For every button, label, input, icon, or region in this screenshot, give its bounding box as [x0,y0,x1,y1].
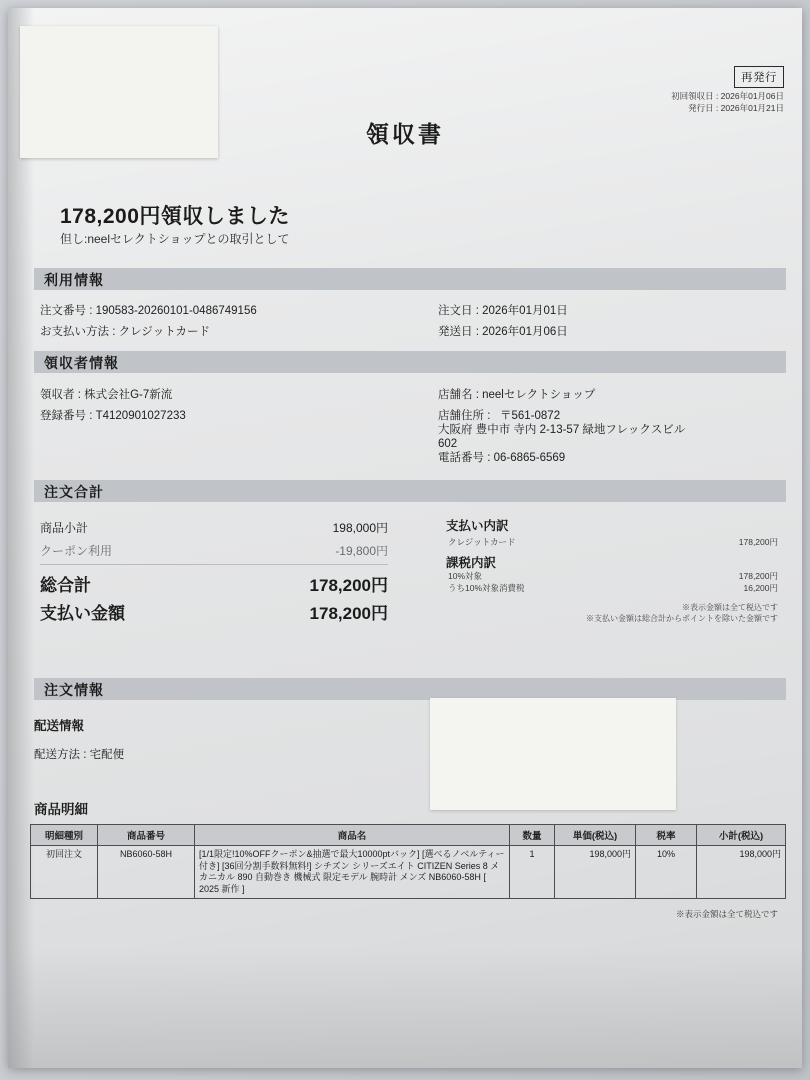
items-table-note: ※表示金額は全て税込です [675,909,778,919]
items-col-code: 商品番号 [98,825,195,846]
tax-breakdown-title: 課税内訳 [446,556,497,570]
coupon-value: -19,800円 [335,544,388,558]
total-divider [40,564,388,565]
item-unit-price: 198,000円 [555,846,636,899]
shop-address-label: 店舗住所 : [438,410,491,422]
shop-address-line-2: 大阪府 豊中市 寺内 2-13-57 緑地フレックスビル [438,424,686,436]
payment-method: お支払い方法 : クレジットカード [40,326,210,338]
page-title: 領収書 [366,121,444,147]
items-col-name: 商品名 [195,825,510,846]
items-section-title: 商品明細 [34,802,88,817]
section-title-order-info: 注文情報 [44,682,104,698]
grand-total-value: 178,200円 [309,576,388,595]
payment-breakdown-label-0: クレジットカード [448,537,516,547]
first-issue-date: 初回領収日 : 2026年01月06日 [671,91,784,101]
shop-address-line-1: 〒561-0872 [500,410,561,422]
items-col-qty: 数量 [510,825,555,846]
tax-breakdown-value-1: 16,200円 [743,583,778,593]
registration-number: 登録番号 : T4120901027233 [40,410,186,422]
item-name: [1/1限定!10%OFFクーポン&抽選で最大10000ptバック] [選べるノベルティー付き] [36回分割手数料無料!] シチズン シリーズエイト CITIZEN Series 8 メカニカル 890 自動巻き 機械式 限定モデル 腕時計 メンズ NB6060-58H [ 2025 新作 ] [195,846,510,899]
amount-note: 但し:neelセレクトショップとの取引として [60,232,290,246]
shipping-info-title: 配送情報 [34,719,85,733]
section-header-order-info [34,678,786,700]
item-tax-rate: 10% [636,846,697,899]
shop-address-line-3: 602 [438,438,458,450]
subtotal-label: 商品小計 [40,521,89,535]
grand-total-label: 総合計 [40,576,91,595]
section-header-order-total [34,480,786,502]
paid-amount-label: 支払い金額 [40,604,125,623]
items-col-type: 明細種別 [31,825,98,846]
items-col-unit-price: 単価(税込) [555,825,636,846]
amount-headline: 178,200円領収しました [60,205,290,228]
order-number: 注文番号 : 190583-20260101-0486749156 [40,305,257,317]
total-note-0: ※表示金額は全て税込です [682,603,778,612]
paid-amount-value: 178,200円 [309,604,388,623]
payment-breakdown-value-0: 178,200円 [738,537,778,547]
items-col-subtotal: 小計(税込) [697,825,786,846]
shop-name: 店舗名 : neelセレクトショップ [438,389,596,401]
item-subtotal: 198,000円 [697,846,786,899]
item-code: NB6060-58H [98,846,195,899]
blank-white-sticker-middle [430,698,676,810]
total-note-1: ※支払い金額は総合計からポイントを除いた金額です [586,614,778,623]
section-header-recipient [34,351,786,373]
payment-breakdown-title: 支払い内訳 [446,519,509,533]
order-date: 注文日 : 2026年01月01日 [438,305,568,317]
section-header-usage [34,268,786,290]
section-title-usage: 利用情報 [44,272,104,288]
subtotal-value: 198,000円 [332,521,388,535]
shop-phone: 電話番号 : 06-6865-6569 [438,452,566,464]
item-qty: 1 [510,846,555,899]
reissue-badge: 再発行 [734,66,784,88]
receipt-content [8,8,802,1068]
items-table-header-row [31,825,786,846]
tax-breakdown-value-0: 178,200円 [738,571,778,581]
table-row [31,846,786,899]
section-title-recipient: 領収者情報 [44,355,119,371]
recipient-name: 領収者 : 株式会社G-7新流 [40,389,173,401]
section-title-order-total: 注文合計 [44,484,104,500]
issue-date: 発行日 : 2026年01月21日 [688,103,784,113]
shipping-method: 配送方法 : 宅配便 [34,749,125,761]
ship-date: 発送日 : 2026年01月06日 [438,326,568,338]
tax-breakdown-label-1: うち10%対象消費税 [448,583,525,593]
issue-dates [671,90,784,114]
tax-breakdown-label-0: 10%対象 [448,571,483,581]
items-col-tax-rate: 税率 [636,825,697,846]
coupon-label: クーポン利用 [40,544,113,558]
receipt-paper-sheet [8,8,802,1068]
items-table [30,824,786,899]
item-type: 初回注文 [31,846,98,899]
